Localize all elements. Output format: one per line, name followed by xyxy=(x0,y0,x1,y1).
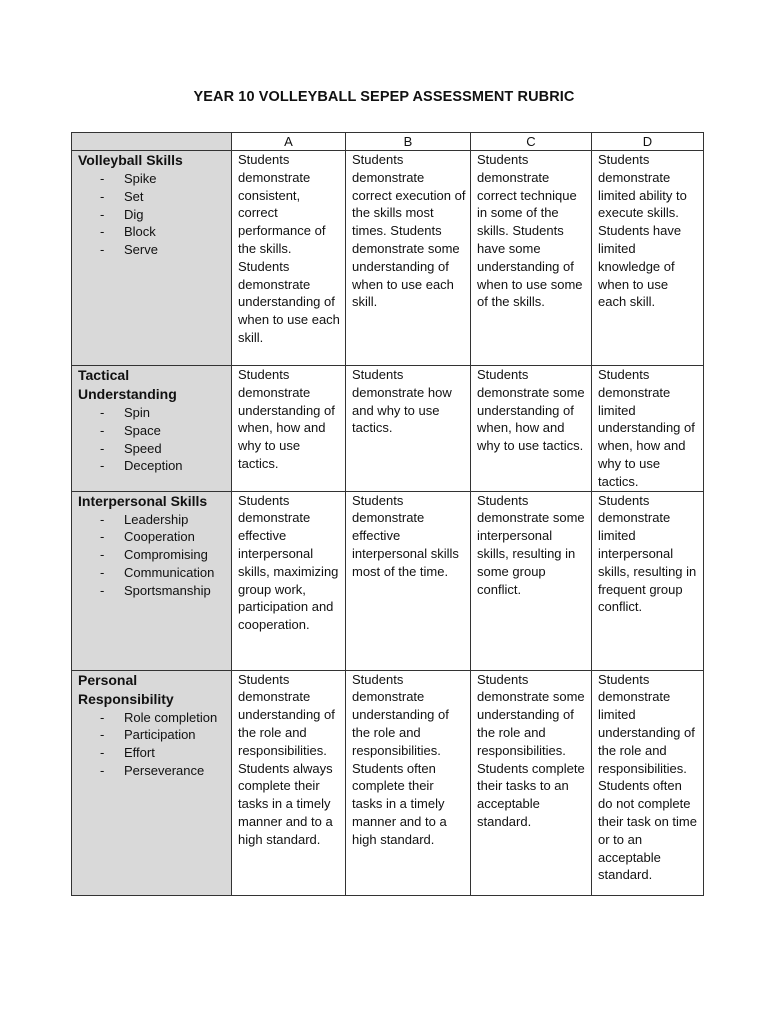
table-row xyxy=(72,491,704,670)
criterion-title: Tactical Understanding xyxy=(78,367,177,402)
criterion-item: - Dig xyxy=(78,206,227,224)
descriptor-cell-d: Students demonstrate limited interpersonal skills, resulting in frequent group conflict. xyxy=(592,491,704,670)
criterion-item: - Serve xyxy=(78,241,227,259)
grade-header-d: D xyxy=(592,133,704,151)
descriptor-cell-d: Students demonstrate limited understanding of the role and responsibilities. Students often do not complete their task on time or to an acceptable standard. xyxy=(592,670,704,895)
criterion-item: - Perseverance xyxy=(78,762,227,780)
criterion-item: - Cooperation xyxy=(78,528,227,546)
grade-header-c: C xyxy=(471,133,592,151)
descriptor-cell-b: Students demonstrate understanding of the role and responsibilities. Students often complete their tasks in a timely manner and to a high standard. xyxy=(346,670,471,895)
table-row xyxy=(72,151,704,366)
criterion-items xyxy=(78,170,227,259)
criterion-cell xyxy=(72,491,232,670)
descriptor-cell-c: Students demonstrate some understanding of when, how and why to use tactics. xyxy=(471,366,592,492)
descriptor-cell-a: Students demonstrate understanding of the role and responsibilities. Students always complete their tasks in a timely manner and to a high standard. xyxy=(232,670,346,895)
criterion-item: - Compromising xyxy=(78,546,227,564)
criterion-title: Personal Responsibility xyxy=(78,671,174,707)
criterion-item: - Deception xyxy=(78,457,227,475)
descriptor-cell-c: Students demonstrate correct technique in some of the skills. Students have some understanding of when to use some of the skills. xyxy=(471,151,592,366)
criterion-item: - Spike xyxy=(78,170,227,188)
descriptor-cell-a: Students demonstrate understanding of when, how and why to use tactics. xyxy=(232,366,346,492)
criterion-cell xyxy=(72,670,232,895)
descriptor-cell-b: Students demonstrate effective interpersonal skills most of the time. xyxy=(346,491,471,670)
criterion-item: - Block xyxy=(78,223,227,241)
criterion-item: - Leadership xyxy=(78,511,227,529)
criterion-item: - Set xyxy=(78,188,227,206)
descriptor-cell-a: Students demonstrate consistent, correct performance of the skills. Students demonstrate understanding of when to use each skill. xyxy=(232,151,346,366)
document-title: YEAR 10 VOLLEYBALL SEPEP ASSESSMENT RUBRIC xyxy=(193,89,575,105)
descriptor-cell-c: Students demonstrate some interpersonal skills, resulting in some group conflict. xyxy=(471,491,592,670)
criterion-items xyxy=(78,404,227,475)
descriptor-cell-c: Students demonstrate some understanding of the role and responsibilities. Students complete their tasks to an acceptable standard. xyxy=(471,670,592,895)
criterion-item: - Communication xyxy=(78,564,227,582)
criterion-items xyxy=(78,709,227,780)
criterion-item: - Spin xyxy=(78,404,227,422)
criterion-cell xyxy=(72,151,232,366)
descriptor-cell-b: Students demonstrate correct execution of the skills most times. Students demonstrate some understanding of when to use each skill. xyxy=(346,151,471,366)
criterion-item: - Speed xyxy=(78,440,227,458)
criterion-cell xyxy=(72,366,232,492)
criterion-title: Volleyball Skills xyxy=(78,152,183,168)
descriptor-cell-b: Students demonstrate how and why to use tactics. xyxy=(346,366,471,492)
descriptor-cell-d: Students demonstrate limited understanding of when, how and why to use tactics. xyxy=(592,366,704,492)
grade-header-a: A xyxy=(232,133,346,151)
criterion-item: - Participation xyxy=(78,726,227,744)
table-row xyxy=(72,670,704,895)
criterion-item: - Sportsmanship xyxy=(78,582,227,600)
grade-header-row xyxy=(72,133,704,151)
criterion-item: - Effort xyxy=(78,744,227,762)
assessment-rubric-table xyxy=(71,132,704,896)
table-row xyxy=(72,366,704,492)
criterion-items xyxy=(78,511,227,600)
criteria-header-cell xyxy=(72,133,232,151)
criterion-item: - Space xyxy=(78,422,227,440)
grade-header-b: B xyxy=(346,133,471,151)
criterion-title: Interpersonal Skills xyxy=(78,492,208,509)
descriptor-cell-a: Students demonstrate effective interpersonal skills, maximizing group work, participation and cooperation. xyxy=(232,491,346,670)
criterion-item: - Role completion xyxy=(78,709,227,727)
descriptor-cell-d: Students demonstrate limited ability to execute skills. Students have limited knowledge of when to use each skill. xyxy=(592,151,704,366)
